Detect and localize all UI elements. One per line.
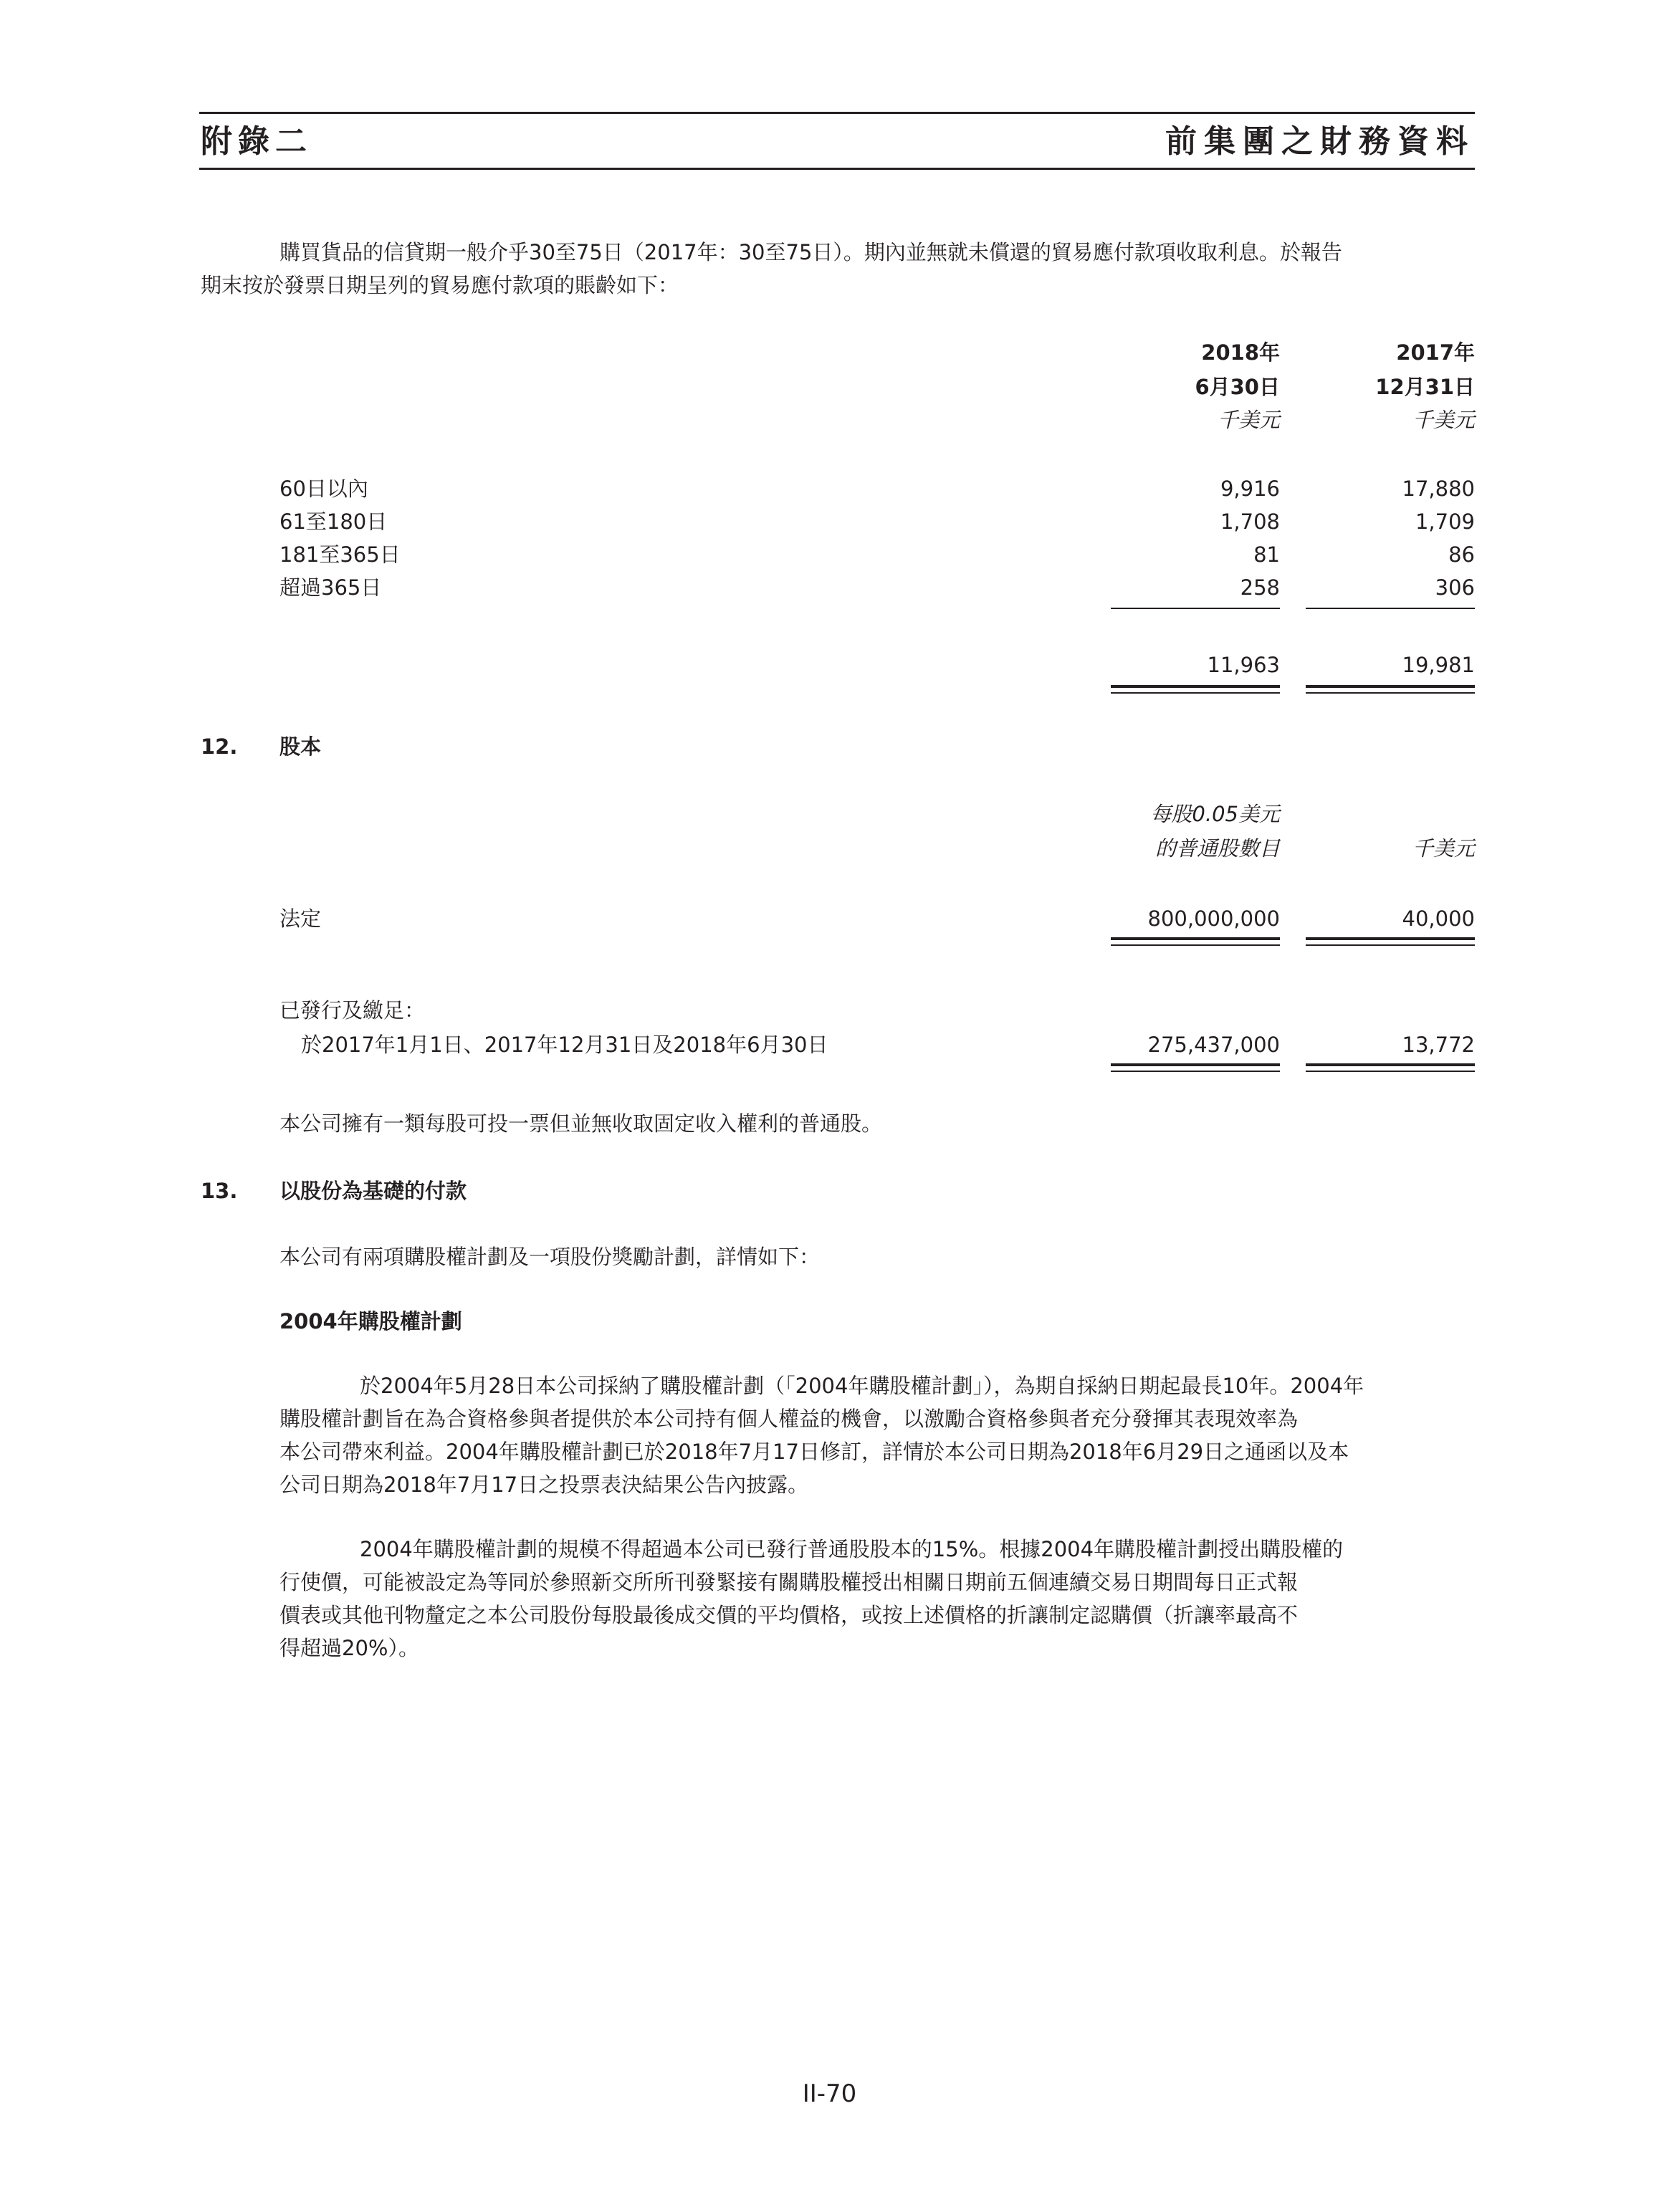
table-row-label: 61至180日 — [279, 509, 388, 534]
section-13-intro: 本公司有兩項購股權計劃及一項股份獎勵計劃，詳情如下： — [279, 1245, 821, 1269]
table-row-label: 60日以內 — [279, 477, 368, 501]
para2-line-1: 2004年購股權計劃的規模不得超過本公司已發行普通股股本的15%。根據2004年購股權計劃授出購股權的 — [360, 1537, 1344, 1561]
para1-line-1: 於2004年5月28日本公司採納了購股權計劃（「2004年購股權計劃」），為期自採納日期起最長10年。2004年 — [360, 1374, 1364, 1398]
header-bottom-rule — [199, 168, 1475, 170]
intro-line-2: 期末按於發票日期呈列的貿易應付款項的賬齡如下： — [201, 273, 679, 297]
issued-heading: 已發行及繳足： — [279, 998, 426, 1023]
authorised-shares: 800,000,000 — [1147, 906, 1280, 931]
issued-label: 於2017年1月1日、2017年12月31日及2018年6月30日 — [301, 1033, 828, 1057]
col-2017-year: 2017年 — [1396, 340, 1475, 365]
table-row-label: 超過365日 — [279, 575, 382, 600]
table-cell: 86 — [1448, 542, 1475, 567]
table-cell: 1,708 — [1220, 509, 1280, 534]
issued-double-rule — [1306, 1063, 1475, 1066]
authorised-double-rule — [1306, 944, 1475, 946]
authorised-double-rule — [1111, 937, 1280, 940]
amount-col-head: 千美元 — [1412, 836, 1475, 861]
total-double-rule — [1306, 692, 1475, 694]
shares-col-head-2: 的普通股數目 — [1154, 836, 1280, 861]
authorised-double-rule — [1306, 937, 1475, 940]
subtotal-rule — [1306, 608, 1475, 609]
table-cell: 17,880 — [1402, 477, 1475, 501]
para2-line-3: 價表或其他刊物釐定之本公司股份每股最後成交價的平均價格，或按上述價格的折讓制定認購價（折讓率最高不 — [279, 1603, 1299, 1627]
table-cell: 306 — [1435, 575, 1475, 600]
para1-line-2: 購股權計劃旨在為合資格參與者提供於本公司持有個人權益的機會，以激勵合資格參與者充分發揮其表現效率為 — [279, 1407, 1299, 1431]
total-2017: 19,981 — [1402, 653, 1475, 677]
header-top-rule — [199, 112, 1475, 114]
shares-col-head-1: 每股0.05美元 — [1150, 802, 1280, 826]
para2-line-4: 得超過20%）。 — [279, 1636, 419, 1660]
col-2018-year: 2018年 — [1201, 340, 1280, 365]
intro-line-1: 購買貨品的信貸期一般介乎30至75日（2017年：30至75日）。期內並無就未償還的貿易應付款項收取利息。於報告 — [279, 240, 1342, 264]
total-2018: 11,963 — [1207, 653, 1280, 677]
subtotal-rule — [1111, 608, 1280, 609]
table-row-label: 181至365日 — [279, 542, 401, 567]
issued-double-rule — [1111, 1071, 1280, 1072]
authorised-double-rule — [1111, 944, 1280, 946]
table-cell: 1,709 — [1415, 509, 1475, 534]
authorised-label: 法定 — [279, 906, 322, 931]
total-double-rule — [1111, 685, 1280, 688]
table-cell: 258 — [1240, 575, 1280, 600]
page-number: II-70 — [802, 2079, 857, 2108]
share-class-note: 本公司擁有一類每股可投一票但並無收取固定收入權利的普通股。 — [279, 1111, 883, 1136]
total-double-rule — [1111, 692, 1280, 694]
authorised-amount: 40,000 — [1402, 906, 1475, 931]
table-cell: 9,916 — [1220, 477, 1280, 501]
issued-double-rule — [1111, 1063, 1280, 1066]
issued-shares: 275,437,000 — [1147, 1033, 1280, 1057]
para1-line-3: 本公司帶來利益。2004年購股權計劃已於2018年7月17日修訂，詳情於本公司日期為2018年6月29日之通函以及本 — [279, 1440, 1349, 1464]
table-cell: 81 — [1253, 542, 1280, 567]
scheme-2004-heading: 2004年購股權計劃 — [279, 1309, 462, 1334]
appendix-title: 附錄二 — [201, 123, 312, 160]
col-2017-unit: 千美元 — [1412, 408, 1475, 432]
section-12-number: 12. — [201, 734, 238, 759]
col-2018-unit: 千美元 — [1217, 408, 1280, 432]
para2-line-2: 行使價，可能被設定為等同於參照新交所所刊發緊接有關購股權授出相關日期前五個連續交易日期間每日正式報 — [279, 1570, 1299, 1594]
issued-double-rule — [1306, 1071, 1475, 1072]
section-13-number: 13. — [201, 1179, 238, 1203]
document-section-title: 前集團之財務資料 — [1165, 123, 1475, 160]
para1-line-4: 公司日期為2018年7月17日之投票表決結果公告內披露。 — [279, 1473, 809, 1497]
col-2017-date: 12月31日 — [1375, 375, 1475, 399]
total-double-rule — [1306, 685, 1475, 688]
section-12-title: 股本 — [279, 734, 322, 759]
issued-amount: 13,772 — [1402, 1033, 1475, 1057]
col-2018-date: 6月30日 — [1195, 375, 1280, 399]
section-13-title: 以股份為基礎的付款 — [279, 1179, 467, 1203]
